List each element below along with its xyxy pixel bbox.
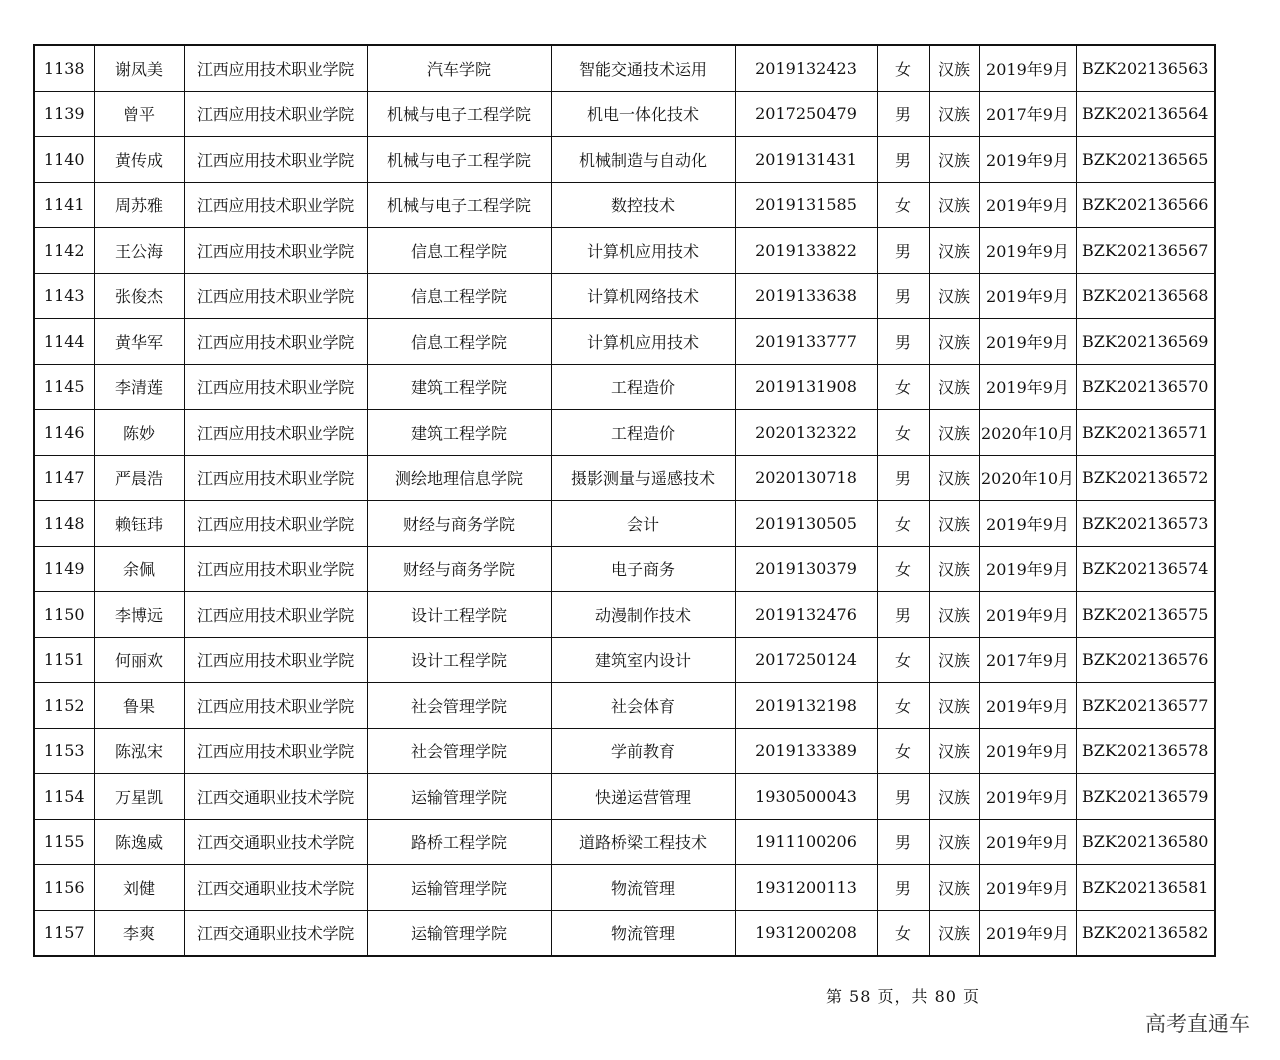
cell-school: 江西交通职业技术学院	[184, 819, 367, 865]
cell-gender: 男	[877, 319, 929, 365]
cell-school: 江西交通职业技术学院	[184, 774, 367, 820]
table-row	[34, 683, 1215, 729]
cell-ethnicity: 汉族	[929, 364, 979, 410]
cell-ethnicity: 汉族	[929, 683, 979, 729]
cell-gender: 女	[877, 546, 929, 592]
cell-enroll-date: 2019年9月	[979, 364, 1076, 410]
cell-school: 江西交通职业技术学院	[184, 865, 367, 911]
cell-major: 物流管理	[551, 865, 735, 911]
cell-certificate-code: BZK202136568	[1076, 273, 1215, 319]
cell-school: 江西应用技术职业学院	[184, 91, 367, 137]
cell-ethnicity: 汉族	[929, 819, 979, 865]
cell-enroll-date: 2020年10月	[979, 410, 1076, 456]
cell-name: 黄传成	[94, 137, 184, 183]
cell-college: 建筑工程学院	[367, 410, 551, 456]
cell-student-id: 2019130505	[735, 501, 877, 547]
cell-college: 财经与商务学院	[367, 501, 551, 547]
cell-ethnicity: 汉族	[929, 410, 979, 456]
table-row	[34, 45, 1215, 91]
cell-certificate-code: BZK202136571	[1076, 410, 1215, 456]
cell-certificate-code: BZK202136581	[1076, 865, 1215, 911]
cell-certificate-code: BZK202136580	[1076, 819, 1215, 865]
cell-certificate-code: BZK202136567	[1076, 228, 1215, 274]
cell-college: 信息工程学院	[367, 228, 551, 274]
cell-school: 江西应用技术职业学院	[184, 182, 367, 228]
cell-major: 建筑室内设计	[551, 637, 735, 683]
cell-certificate-code: BZK202136563	[1076, 45, 1215, 91]
cell-name: 陈妙	[94, 410, 184, 456]
cell-college: 设计工程学院	[367, 592, 551, 638]
cell-gender: 男	[877, 865, 929, 911]
cell-seq-no: 1147	[34, 455, 94, 501]
cell-major: 学前教育	[551, 728, 735, 774]
cell-enroll-date: 2017年9月	[979, 91, 1076, 137]
cell-seq-no: 1155	[34, 819, 94, 865]
cell-major: 快递运营管理	[551, 774, 735, 820]
cell-major: 社会体育	[551, 683, 735, 729]
cell-major: 道路桥梁工程技术	[551, 819, 735, 865]
cell-college: 社会管理学院	[367, 683, 551, 729]
cell-ethnicity: 汉族	[929, 182, 979, 228]
table-row	[34, 910, 1215, 956]
cell-college: 信息工程学院	[367, 319, 551, 365]
cell-seq-no: 1142	[34, 228, 94, 274]
table-row	[34, 728, 1215, 774]
cell-name: 李清莲	[94, 364, 184, 410]
cell-name: 周苏雅	[94, 182, 184, 228]
cell-enroll-date: 2019年9月	[979, 273, 1076, 319]
table-row	[34, 273, 1215, 319]
cell-seq-no: 1144	[34, 319, 94, 365]
cell-certificate-code: BZK202136577	[1076, 683, 1215, 729]
cell-student-id: 1930500043	[735, 774, 877, 820]
cell-gender: 女	[877, 182, 929, 228]
cell-college: 运输管理学院	[367, 774, 551, 820]
cell-name: 严晨浩	[94, 455, 184, 501]
cell-student-id: 1931200208	[735, 910, 877, 956]
cell-seq-no: 1145	[34, 364, 94, 410]
cell-seq-no: 1153	[34, 728, 94, 774]
cell-college: 运输管理学院	[367, 865, 551, 911]
cell-college: 机械与电子工程学院	[367, 91, 551, 137]
cell-gender: 女	[877, 728, 929, 774]
cell-major: 动漫制作技术	[551, 592, 735, 638]
cell-ethnicity: 汉族	[929, 865, 979, 911]
cell-gender: 女	[877, 637, 929, 683]
cell-enroll-date: 2017年9月	[979, 637, 1076, 683]
cell-ethnicity: 汉族	[929, 592, 979, 638]
cell-ethnicity: 汉族	[929, 637, 979, 683]
cell-school: 江西应用技术职业学院	[184, 273, 367, 319]
cell-ethnicity: 汉族	[929, 319, 979, 365]
cell-gender: 男	[877, 819, 929, 865]
cell-gender: 男	[877, 455, 929, 501]
cell-ethnicity: 汉族	[929, 137, 979, 183]
cell-major: 机械制造与自动化	[551, 137, 735, 183]
cell-student-id: 2020132322	[735, 410, 877, 456]
cell-name: 李爽	[94, 910, 184, 956]
cell-school: 江西交通职业技术学院	[184, 910, 367, 956]
cell-school: 江西应用技术职业学院	[184, 45, 367, 91]
cell-seq-no: 1148	[34, 501, 94, 547]
cell-major: 计算机应用技术	[551, 228, 735, 274]
cell-college: 测绘地理信息学院	[367, 455, 551, 501]
cell-gender: 女	[877, 45, 929, 91]
cell-gender: 女	[877, 410, 929, 456]
table-row	[34, 501, 1215, 547]
cell-seq-no: 1146	[34, 410, 94, 456]
cell-certificate-code: BZK202136578	[1076, 728, 1215, 774]
cell-name: 王公海	[94, 228, 184, 274]
cell-student-id: 2019132198	[735, 683, 877, 729]
cell-student-id: 2019133389	[735, 728, 877, 774]
cell-name: 陈逸威	[94, 819, 184, 865]
cell-ethnicity: 汉族	[929, 728, 979, 774]
cell-enroll-date: 2019年9月	[979, 228, 1076, 274]
cell-certificate-code: BZK202136575	[1076, 592, 1215, 638]
cell-seq-no: 1143	[34, 273, 94, 319]
table-row	[34, 455, 1215, 501]
table-body	[34, 45, 1215, 956]
cell-student-id: 2019130379	[735, 546, 877, 592]
cell-college: 社会管理学院	[367, 728, 551, 774]
cell-enroll-date: 2019年9月	[979, 865, 1076, 911]
cell-certificate-code: BZK202136573	[1076, 501, 1215, 547]
cell-student-id: 2019133777	[735, 319, 877, 365]
cell-major: 工程造价	[551, 410, 735, 456]
cell-seq-no: 1156	[34, 865, 94, 911]
cell-seq-no: 1138	[34, 45, 94, 91]
cell-college: 机械与电子工程学院	[367, 137, 551, 183]
cell-enroll-date: 2020年10月	[979, 455, 1076, 501]
cell-seq-no: 1149	[34, 546, 94, 592]
cell-gender: 男	[877, 273, 929, 319]
table-row	[34, 410, 1215, 456]
cell-enroll-date: 2019年9月	[979, 319, 1076, 365]
cell-name: 何丽欢	[94, 637, 184, 683]
cell-name: 张俊杰	[94, 273, 184, 319]
cell-college: 机械与电子工程学院	[367, 182, 551, 228]
cell-seq-no: 1150	[34, 592, 94, 638]
cell-student-id: 2017250479	[735, 91, 877, 137]
cell-school: 江西应用技术职业学院	[184, 501, 367, 547]
cell-name: 李博远	[94, 592, 184, 638]
cell-enroll-date: 2019年9月	[979, 137, 1076, 183]
table-row	[34, 228, 1215, 274]
cell-ethnicity: 汉族	[929, 91, 979, 137]
table-row	[34, 592, 1215, 638]
cell-college: 信息工程学院	[367, 273, 551, 319]
cell-student-id: 2019133638	[735, 273, 877, 319]
cell-seq-no: 1139	[34, 91, 94, 137]
cell-seq-no: 1140	[34, 137, 94, 183]
cell-student-id: 2019131908	[735, 364, 877, 410]
cell-school: 江西应用技术职业学院	[184, 410, 367, 456]
cell-major: 工程造价	[551, 364, 735, 410]
cell-seq-no: 1151	[34, 637, 94, 683]
cell-gender: 男	[877, 774, 929, 820]
watermark-text: 高考直通车	[1145, 1012, 1250, 1036]
cell-certificate-code: BZK202136570	[1076, 364, 1215, 410]
cell-certificate-code: BZK202136572	[1076, 455, 1215, 501]
cell-ethnicity: 汉族	[929, 273, 979, 319]
cell-ethnicity: 汉族	[929, 501, 979, 547]
cell-school: 江西应用技术职业学院	[184, 455, 367, 501]
cell-major: 电子商务	[551, 546, 735, 592]
cell-enroll-date: 2019年9月	[979, 728, 1076, 774]
cell-certificate-code: BZK202136582	[1076, 910, 1215, 956]
table-row	[34, 91, 1215, 137]
cell-seq-no: 1152	[34, 683, 94, 729]
cell-certificate-code: BZK202136564	[1076, 91, 1215, 137]
cell-gender: 女	[877, 683, 929, 729]
cell-school: 江西应用技术职业学院	[184, 728, 367, 774]
cell-student-id: 1931200113	[735, 865, 877, 911]
cell-name: 黄华军	[94, 319, 184, 365]
cell-student-id: 2019132423	[735, 45, 877, 91]
cell-college: 财经与商务学院	[367, 546, 551, 592]
cell-certificate-code: BZK202136569	[1076, 319, 1215, 365]
cell-school: 江西应用技术职业学院	[184, 364, 367, 410]
cell-gender: 女	[877, 364, 929, 410]
cell-major: 摄影测量与遥感技术	[551, 455, 735, 501]
cell-gender: 男	[877, 592, 929, 638]
cell-major: 智能交通技术运用	[551, 45, 735, 91]
cell-gender: 男	[877, 137, 929, 183]
page-number	[0, 984, 1280, 1007]
cell-major: 机电一体化技术	[551, 91, 735, 137]
cell-major: 计算机应用技术	[551, 319, 735, 365]
cell-major: 会计	[551, 501, 735, 547]
cell-name: 余佩	[94, 546, 184, 592]
table-row	[34, 774, 1215, 820]
cell-school: 江西应用技术职业学院	[184, 319, 367, 365]
cell-certificate-code: BZK202136579	[1076, 774, 1215, 820]
cell-school: 江西应用技术职业学院	[184, 546, 367, 592]
page-number-text: 第 58 页，共 80 页	[825, 987, 981, 1006]
cell-school: 江西应用技术职业学院	[184, 228, 367, 274]
cell-enroll-date: 2019年9月	[979, 819, 1076, 865]
cell-gender: 男	[877, 228, 929, 274]
cell-seq-no: 1154	[34, 774, 94, 820]
cell-name: 鲁果	[94, 683, 184, 729]
cell-ethnicity: 汉族	[929, 774, 979, 820]
cell-enroll-date: 2019年9月	[979, 910, 1076, 956]
cell-school: 江西应用技术职业学院	[184, 683, 367, 729]
cell-student-id: 1911100206	[735, 819, 877, 865]
cell-college: 建筑工程学院	[367, 364, 551, 410]
cell-school: 江西应用技术职业学院	[184, 592, 367, 638]
cell-name: 赖钰玮	[94, 501, 184, 547]
cell-student-id: 2019132476	[735, 592, 877, 638]
cell-school: 江西应用技术职业学院	[184, 137, 367, 183]
cell-seq-no: 1141	[34, 182, 94, 228]
table-row	[34, 865, 1215, 911]
cell-student-id: 2019131431	[735, 137, 877, 183]
cell-enroll-date: 2019年9月	[979, 182, 1076, 228]
table-row	[34, 819, 1215, 865]
cell-ethnicity: 汉族	[929, 546, 979, 592]
student-list-table	[33, 44, 1216, 957]
cell-college: 路桥工程学院	[367, 819, 551, 865]
cell-student-id: 2020130718	[735, 455, 877, 501]
cell-enroll-date: 2019年9月	[979, 45, 1076, 91]
cell-major: 物流管理	[551, 910, 735, 956]
cell-student-id: 2017250124	[735, 637, 877, 683]
table-row	[34, 182, 1215, 228]
cell-ethnicity: 汉族	[929, 45, 979, 91]
table-row	[34, 637, 1215, 683]
cell-certificate-code: BZK202136566	[1076, 182, 1215, 228]
cell-ethnicity: 汉族	[929, 228, 979, 274]
cell-certificate-code: BZK202136576	[1076, 637, 1215, 683]
cell-certificate-code: BZK202136565	[1076, 137, 1215, 183]
cell-college: 设计工程学院	[367, 637, 551, 683]
cell-student-id: 2019131585	[735, 182, 877, 228]
table-row	[34, 546, 1215, 592]
cell-certificate-code: BZK202136574	[1076, 546, 1215, 592]
cell-major: 数控技术	[551, 182, 735, 228]
cell-ethnicity: 汉族	[929, 910, 979, 956]
cell-student-id: 2019133822	[735, 228, 877, 274]
cell-college: 运输管理学院	[367, 910, 551, 956]
cell-name: 刘健	[94, 865, 184, 911]
cell-major: 计算机网络技术	[551, 273, 735, 319]
cell-ethnicity: 汉族	[929, 455, 979, 501]
table-row	[34, 364, 1215, 410]
cell-enroll-date: 2019年9月	[979, 546, 1076, 592]
cell-enroll-date: 2019年9月	[979, 592, 1076, 638]
cell-gender: 女	[877, 501, 929, 547]
cell-enroll-date: 2019年9月	[979, 774, 1076, 820]
table-row	[34, 137, 1215, 183]
cell-gender: 男	[877, 91, 929, 137]
cell-gender: 女	[877, 910, 929, 956]
cell-name: 陈泓宋	[94, 728, 184, 774]
cell-enroll-date: 2019年9月	[979, 501, 1076, 547]
cell-name: 万星凯	[94, 774, 184, 820]
table-row	[34, 319, 1215, 365]
cell-name: 谢凤美	[94, 45, 184, 91]
cell-enroll-date: 2019年9月	[979, 683, 1076, 729]
cell-name: 曾平	[94, 91, 184, 137]
cell-college: 汽车学院	[367, 45, 551, 91]
cell-school: 江西应用技术职业学院	[184, 637, 367, 683]
cell-seq-no: 1157	[34, 910, 94, 956]
